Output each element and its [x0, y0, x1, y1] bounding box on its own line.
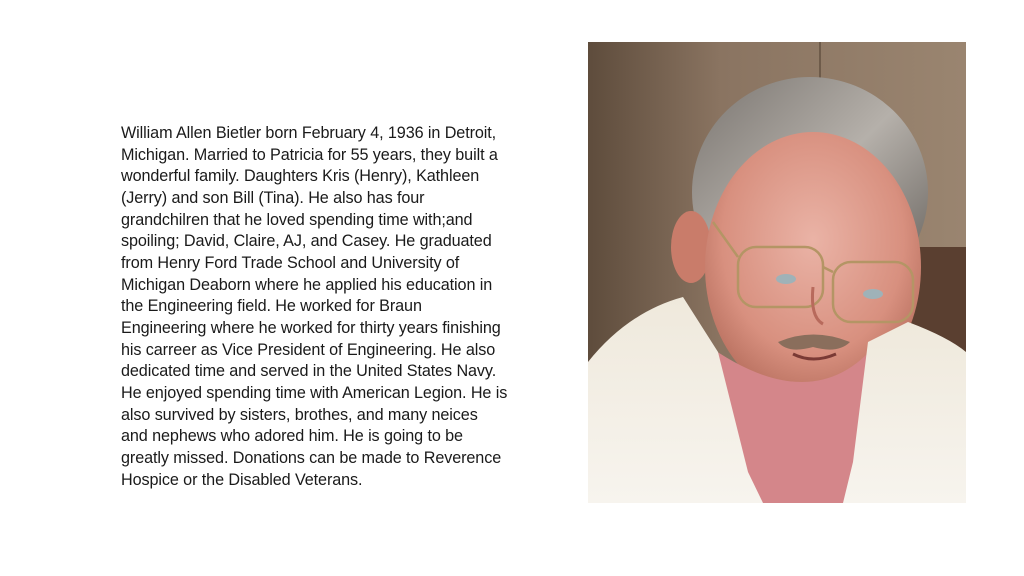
obituary-line: Engineering where he worked for thirty years finishing: [121, 318, 501, 337]
obituary-line: and nephews who adored him. He is going to be: [121, 427, 463, 446]
obituary-line: from Henry Ford Trade School and University of: [121, 253, 460, 272]
obituary-line: William Allen Bietler born February 4, 1936 in Detroit,: [121, 124, 497, 142]
obituary-line: the Engineering field. He worked for Braun: [121, 297, 422, 316]
obituary-text: [121, 123, 581, 491]
obituary-line: Hospice or the Disabled Veterans.: [121, 470, 363, 489]
obituary-line: Michigan. Married to Patricia for 55 years, they built a: [121, 145, 498, 164]
obituary-line: He enjoyed spending time with American Legion. He is: [121, 383, 508, 402]
obituary-line: (Jerry) and son Bill (Tina). He also has four: [121, 188, 425, 207]
obituary-line: also survived by sisters, brothes, and many neices: [121, 405, 478, 424]
obituary-line: dedicated time and served in the United States Navy.: [121, 362, 497, 381]
obituary-line: spoiling; David, Claire, AJ, and Casey. He graduated: [121, 232, 492, 251]
obituary-line: Michigan Deaborn where he applied his education in: [121, 275, 493, 294]
obituary-line: wonderful family. Daughters Kris (Henry), Kathleen: [121, 167, 480, 186]
portrait-photo: [588, 42, 966, 503]
obituary-line: greatly missed. Donations can be made to Reverence: [121, 448, 502, 467]
obituary-line: grandchilren that he loved spending time with;and: [121, 210, 473, 229]
obituary-line: his carreer as Vice President of Engineering. He also: [121, 340, 496, 359]
